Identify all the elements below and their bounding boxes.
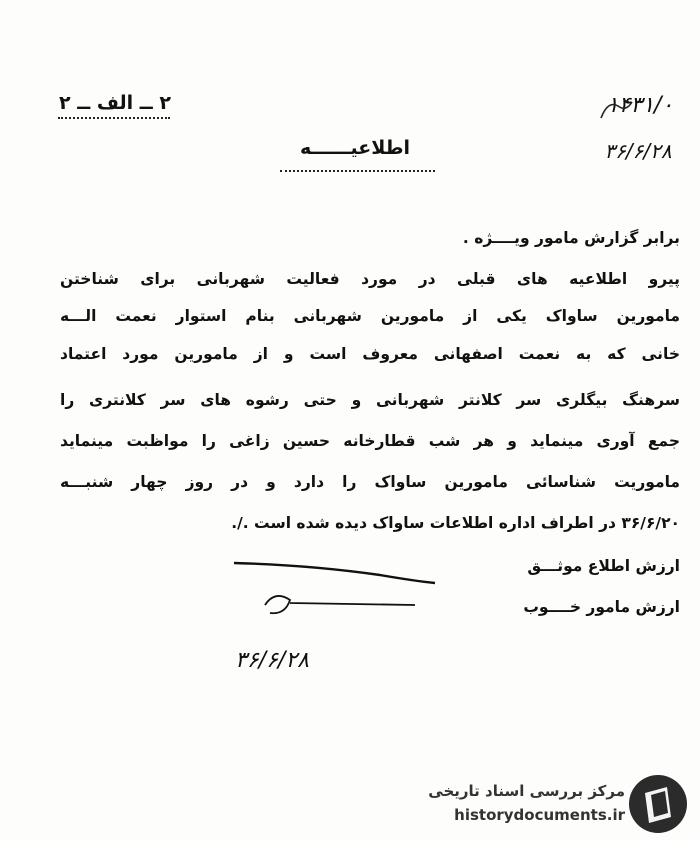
archive-name: مرکز بررسی اسناد تاریخی	[428, 782, 625, 800]
body-line-4: خانی که به نعمت اصفهانی معروف است و از مامورین مورد اعتماد	[60, 345, 680, 363]
handwritten-date: ۳۶/۶/۲۸	[235, 648, 309, 673]
agent-value-rating: ارزش مامور خــــوب	[523, 598, 680, 616]
body-line-2: پیرو اطلاعیه های قبلی در مورد فعالیت شهربانی برای شناختن	[60, 270, 680, 288]
document-date: ۳۶/۶/۲۸	[604, 139, 672, 163]
signature-mark	[255, 585, 425, 630]
body-line-1: برابر گزارش مامور ویــــژه .	[462, 229, 680, 247]
body-line-3: مامورین ساواک یکی از مامورین شهربانی بنام استوار نعمت الـــه	[60, 307, 680, 325]
archive-url: historydocuments.ir	[454, 806, 625, 824]
document-title: اطلاعیــــــه	[299, 137, 411, 159]
archive-logo-icon	[627, 773, 689, 835]
classification-code: ۲ ــ الف ــ ۲	[59, 92, 171, 114]
signature-stroke	[230, 555, 440, 585]
body-line-5: سرهنگ بیگلری سر کلانتر شهربانی و حتی رشوه های سر کلانتری را	[60, 391, 680, 409]
document-number-scribble	[596, 96, 636, 126]
body-line-6: جمع آوری مینماید و هر شب قطارخانه حسین زاغی را مواظبت مینماید	[60, 432, 680, 450]
document-number: ۱۴۳۱/۰	[606, 93, 674, 118]
body-line-7: ماموریت شناسائی مامورین ساواک را دارد و در روز چهار شنبـــه	[60, 473, 680, 491]
info-value-rating: ارزش اطلاع موثـــق	[527, 557, 680, 575]
title-underline	[280, 170, 435, 172]
classification-underline	[58, 117, 170, 119]
body-line-8: ۳۶/۶/۲۰ در اطراف اداره اطلاعات ساواک دیده شده است ./.	[231, 514, 680, 532]
